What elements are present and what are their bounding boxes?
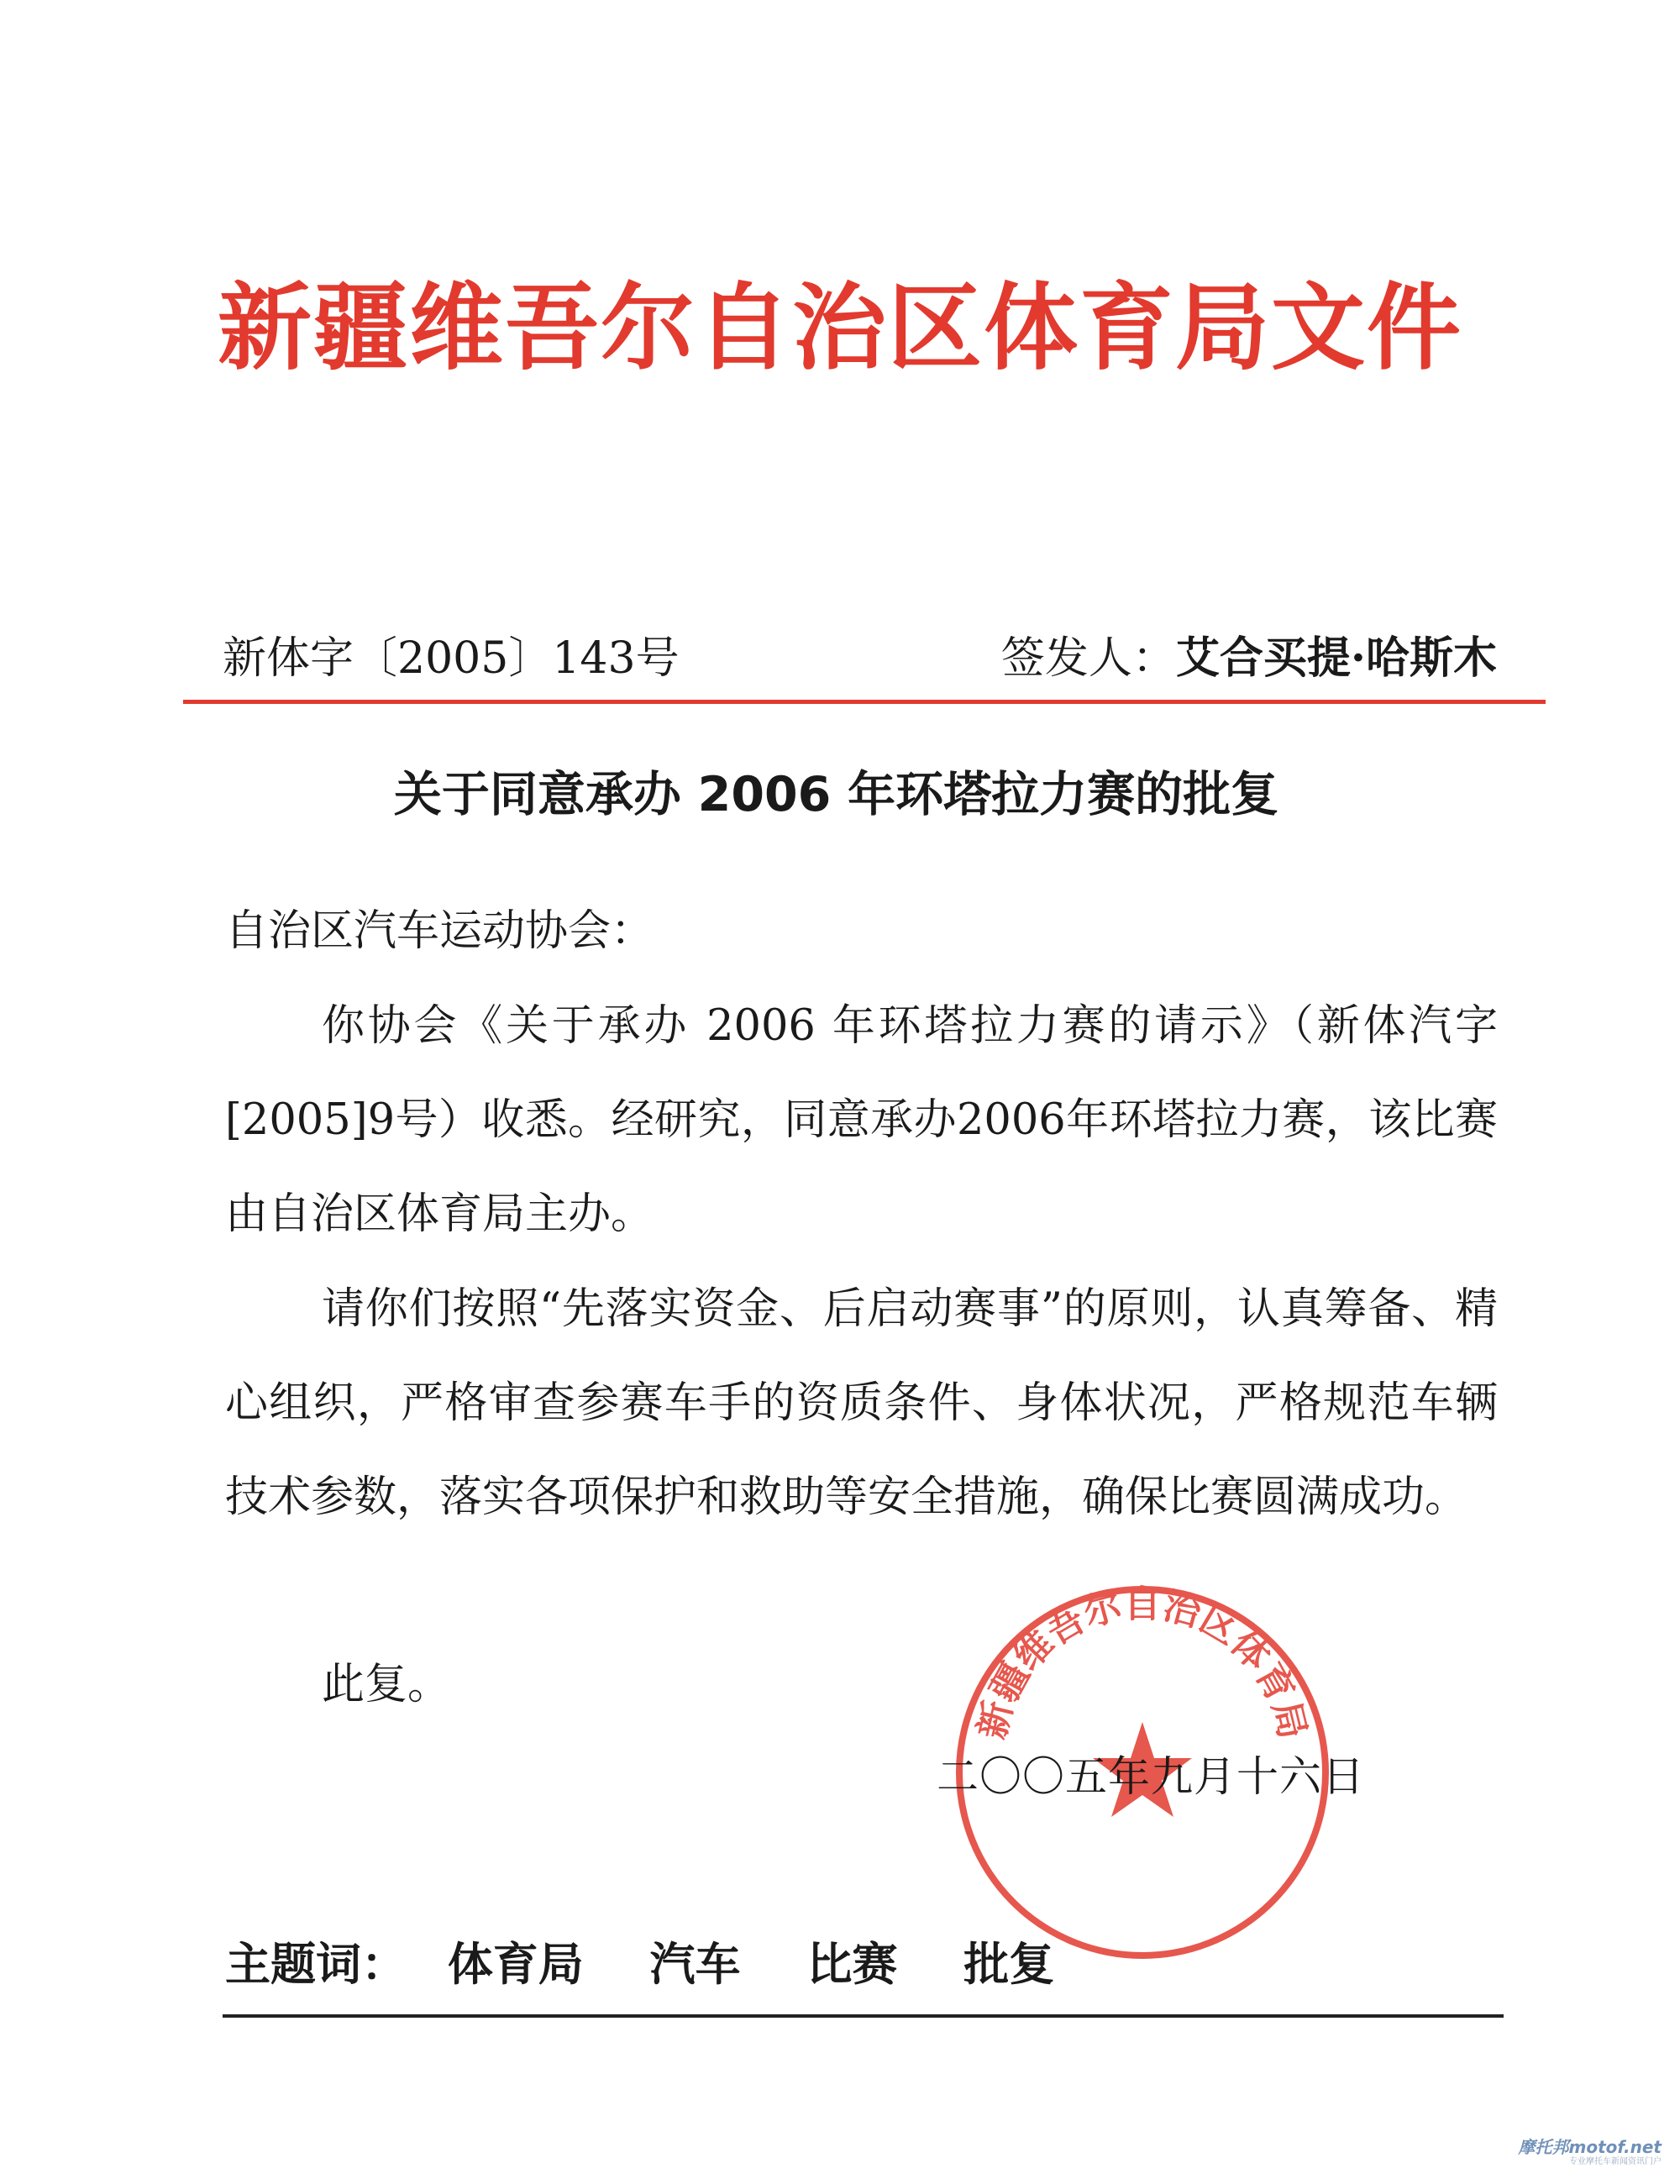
body-paragraph-2: 请你们按照“先落实资金、后启动赛事”的原则，认真筹备、精心组织，严格审查参赛车手的资质条件、身体状况，严格规范车辆技术参数，落实各项保护和救助等安全措施，确保比赛圆满成功。 [225,1284,1498,1522]
site-watermark [1519,2137,1662,2167]
seal-text: 新疆维吾尔自治区体育局 [970,1583,1315,1744]
body-paragraph-1: 你协会《关于承办 2006 年环塔拉力赛的请示》（新体汽字[2005]9号）收悉。经研究，同意承办2006年环塔拉力赛，该比赛由自治区体育局主办。 [225,1001,1498,1239]
document-subject: 关于同意承办 2006 年环塔拉力赛的批复 [393,767,1279,822]
keywords-label: 主题词： [225,1938,407,1991]
keyword-item: 体育局 [447,1938,584,1991]
closing-text: 此复。 [322,1660,451,1709]
keyword-item: 比赛 [806,1938,898,1991]
document-date: 二〇〇五年九月十六日 [937,1752,1365,1801]
header-red-divider [183,700,1546,704]
watermark-sub: 专业摩托车新闻资讯门户 [1569,2157,1662,2166]
keyword-item: 汽车 [649,1938,741,1991]
document-header-title: 新疆维吾尔自治区体育局文件 [218,273,1462,383]
signer-name: 艾合买提·哈斯木 [1175,633,1497,684]
document-number: 新体字〔2005〕143号 [223,633,680,684]
signer-line [1000,633,1497,684]
keywords-line [225,1938,1105,1991]
signer-label: 签发人： [1000,633,1176,684]
footer-divider [223,2014,1504,2018]
keyword-item: 批复 [963,1938,1055,1991]
salutation: 自治区汽车运动协会： [225,906,654,956]
watermark-main: 摩托邦motof.net [1518,2137,1662,2157]
